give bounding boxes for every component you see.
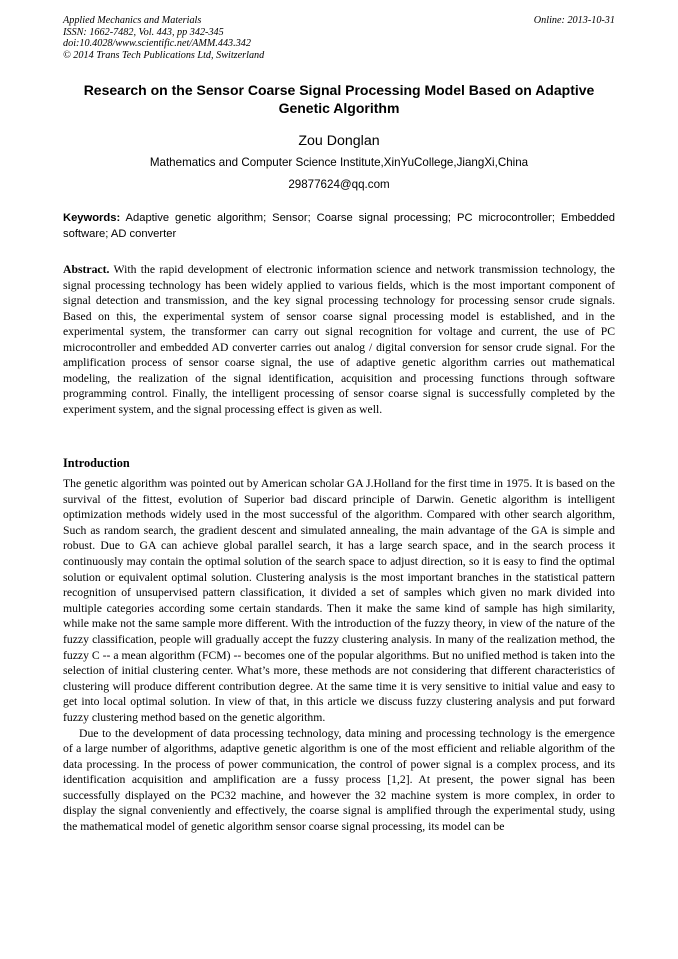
- author-affiliation: Mathematics and Computer Science Institute,XinYuCollege,JiangXi,China: [149, 156, 529, 169]
- introduction-paragraph-1: The genetic algorithm was pointed out by American scholar GA J.Holland for the first time in 1975. It is based on the survival of the fittest, evolution of Superior bad discard principle of Darwin. Genetic algorithm is intelligent optimization methods widely used in the most successful of the algorithm. Compared with other search algorithm, Such as random search, the gradient descent and simulated annealing, the main advantage of the GA is simple and robust. Due to GA can achieve global parallel search, it has a large search space, and in the search process it continuously may contain the optimal solution of the search space to adjust direction, so it is easy to find the optimal solution or equivalent optimal solution. Clustering analysis is the most important branches in the statistical pattern recognition of unsupervised pattern classification, it divided a set of samples which given no mark divided into multiple categories according some certain standards. Then it make the same kind of sample has high similarity, while make not the same sample more different. With the introduction of the fuzzy theory, in view of the nature of the fuzzy classification, people will gradually accept the fuzzy clustering analysis. In many of the realization method, the fuzzy C -- a mean algorithm (FCM) -- becomes one of the popular algorithms. But no unified method is taken into the selection of initial clustering center. What’s more, these methods are not considering that different characteristics of clustering will produce different contribution degree. At the same time it is very sensitive to initial value and easy to get into local optimal solution. In view of that, in this article we discuss fuzzy clustering analysis and put forward fuzzy clustering method based on the genetic algorithm.: [63, 477, 615, 724]
- copyright: © 2014 Trans Tech Publications Ltd, Switzerland: [63, 49, 265, 61]
- abstract-block: [63, 262, 615, 417]
- online-date: Online: 2013-10-31: [533, 15, 615, 26]
- doi: doi:10.4028/www.scientific.net/AMM.443.342: [63, 38, 251, 50]
- author-email: 29877624@qq.com: [288, 178, 390, 191]
- keywords-label: Keywords:: [63, 212, 121, 224]
- introduction-paragraph-2: Due to the development of data processing technology, data mining and processing technology is the emergence of a large number of algorithms, adaptive genetic algorithm is one of the most efficient and reliable algorithm of the data processing. In the process of power communication, the control of power signal is a complex process, and its identification acquisition and amplification are a fussy process [1,2]. At present, the power signal has been successfully displayed on the PC32 machine, and however the 32 machine system is more complex, in order to display the signal conveniently and effectively, the coarse signal is amplified through the experimental study, using the mathematical model of genetic algorithm sensor coarse signal processing, its model can be: [63, 726, 615, 834]
- journal-name: Applied Mechanics and Materials: [63, 15, 202, 26]
- abstract-text: With the rapid development of electronic information science and network transmission technology, the signal processing technology has been widely applied to various fields, which is the most important component of signal detection and transmission, and the key signal processing technology for processing sensor crude signals. Based on this, the experimental system of sensor coarse signal processing model is established, and in the experimental system, the transformer can carry out signal recognition for voltage and current, the use of PC microcontroller and embedded AD converter carries out analog / digital conversion for sensor crude signal. For the amplification process of sensor coarse signal, the use of adaptive genetic algorithm carries out mathematical modeling, the realization of the signal identification, acquisition and processing functions through software programming control. Finally, the intelligent processing of sensor coarse signal is successfully completed by the experiment system, and the signal processing effect is given as well.: [63, 263, 615, 416]
- publication-header: [63, 15, 615, 61]
- keywords-block: [63, 211, 615, 242]
- paper-title: Research on the Sensor Coarse Signal Processing Model Based on Adaptive Genetic Algorithm: [83, 82, 595, 116]
- author-name: Zou Donglan: [298, 133, 380, 149]
- issn-volume: ISSN: 1662-7482, Vol. 443, pp 342-345: [63, 26, 224, 38]
- abstract-label: Abstract.: [63, 263, 110, 276]
- section-heading-introduction: Introduction: [63, 456, 130, 470]
- keywords-text: Adaptive genetic algorithm; Sensor; Coarse signal processing; PC microcontroller; Embedded software; AD converter: [63, 212, 616, 240]
- introduction-body: [63, 476, 615, 835]
